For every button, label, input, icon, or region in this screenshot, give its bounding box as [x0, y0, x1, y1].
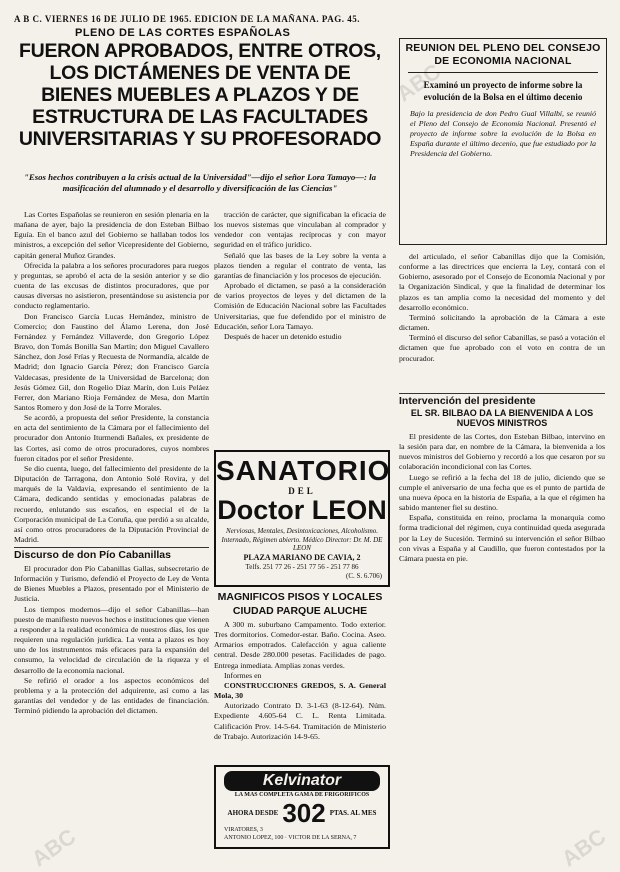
sanatorio-title: SANATORIO [216, 455, 391, 486]
headline-deck: "Esos hechos contribuyen a la crisis actual de la Universidad"—dijo el señor Lora Tamayo—: la masificación del alumnado y el desarrollo y diversificación de las Ciencias" [23, 172, 377, 193]
subhead-bienvenida: EL SR. BILBAO DA LA BIENVENIDA A LOS NUEVOS MINISTROS [410, 408, 594, 428]
subhead-president: Intervención del presidente [399, 393, 605, 408]
col2-paragraph: Aprobado el dictamen, se pasó a la consideración de varios proyectos de leyes y del dictamen de la Comisión de Educación Nacional sobre las Facultades Universitarias, que fue defendido por el ministro de Educación, señor Lora Tamayo. [214, 281, 386, 331]
kelvinator-tagline: LA MAS COMPLETA GAMA DE FRIGORIFICOS [234, 792, 370, 798]
pisos-contact-title: Informes en [224, 670, 262, 680]
column-2 [214, 210, 386, 445]
pisos-body: A 300 m. suburbano Campamento. Todo exterior. Tres dormitorios. Comedor-estar. Baño. Cocina. Aseo. Armarios empotrados. Calefacción y agua caliente central. Desde 280.000 pesetas. Facilidades de pago. Entrega inmediata. Amplias zonas verdes. [214, 620, 386, 670]
col1b-paragraph: Los tiempos modernos—dijo el señor Cabanillas—han puesto de manifiesto nuevos hechos e instituciones que vienen a responder a la realidad económica de nuestros días, los que requieren una regulación jurídica. La venta a plazos es hoy uno de los instrumentos más eficaces para la expansión del consumo, la velocidad de circulación de la riqueza y el desarrollo de la economía nacional. [14, 604, 209, 675]
kelvinator-address-2: ANTONIO LOPEZ, 100 · VICTOR DE LA SERNA, 7 [224, 835, 357, 841]
col2-paragraph: Señaló que las bases de la Ley sobre la venta a plazos tienden a regular el contrato de venta, las garantías de financiación y los procesos de ejecución. [214, 250, 386, 280]
col3b-paragraph: El presidente de las Cortes, don Esteban Bilbao, intervino en la sesión para dar, en nombre de la Cámara, la bienvenida a los nuevos ministros del Gobierno y recordó a los que cesaron por su colaboración incondicional con las Cortes. [399, 432, 605, 472]
col1-paragraph: Don Francisco García Lucas Hernández, ministro de Comercio; don Faustino del Álamo Lerena, don José Fernández y Fernández Villaverde, don Gregorio López Bravo, don Tomás Bonilla San Martín; don Miguel Cavallero Sánchez, don José Frías y Recuesta de Normandía, alcalde de Madrid; don Ignacio García Pérez; don Francisco García Valdecasas, presidente de la Universidad de Barcelona; don Jesús Gómez Gil, don Rogelio Díaz Marín, don Luis Peláez Ferrer, don Mariano Rioja Fernández de Mesa, don Martín Santos Romero y don José de la Torre Morales. [14, 311, 209, 412]
col3b-paragraph: España, constituida en reino, proclama la monarquía como forma tradicional del régimen, cuya continuidad queda asegurada por la Ley de Sucesión. Terminó su intervención el señor Bilbao con vivas a España y al Caudillo, que fueron contestados por la Cámara puesta en pie. [399, 513, 605, 563]
sanatorio-address: PLAZA MARIANO DE CAVIA, 2 [243, 552, 361, 562]
col2-paragraph: tracción de carácter, que significaban la eficacia de los nuevos sistemas que vinculaban al comprador y vendedor con ventajas recíprocas y con mayor seguridad en el tráfico jurídico. [214, 210, 386, 250]
box-title: REUNION DEL PLENO DEL CONSEJO DE ECONOMIA NACIONAL [405, 42, 601, 67]
kelvinator-unit: PTAS. AL MES [329, 809, 377, 817]
box-subtitle: Examinó un proyecto de informe sobre la evolución de la Bolsa en el último decenio [423, 80, 583, 102]
sanatorio-doctor: Doctor LEON [217, 495, 387, 525]
abc-watermark: ABC [391, 58, 446, 107]
pisos-contact: CONSTRUCCIONES GREDOS, S. A. General Mola, 30 [214, 680, 386, 701]
abc-watermark: ABC [26, 823, 81, 872]
sanatorio-services: Nerviosas, Mentales, Desintoxicaciones, Alcoholismo. Internado, Régimen abierto. Médico Director: Dr. M. DE LEON [221, 527, 383, 552]
kelvinator-price-row [216, 800, 388, 826]
column-3b [399, 432, 605, 857]
col1-paragraph: Ofrecida la palabra a los señores procuradores para ruegos y preguntas, se aprobó el acta de la sesión anterior y se dio cuenta de las excusas de distintos procuradores, que por causas diversas no asistieron, presentándose su asistencia por conducto reglamentario. [14, 260, 209, 311]
sanatorio-code: (C. S. 6.706) [346, 571, 382, 580]
col1b-paragraph: Se refirió el orador a los aspectos económicos del problema y a la protección del adquirente, así como a las garantías del vendedor y de las entidades de financiación. Terminó pidiendo la aprobación del dictamen. [14, 675, 209, 716]
kelvinator-address-1: VIRATORES, 3 [224, 827, 263, 833]
kelvinator-advert [214, 765, 390, 849]
pisos-advert-body [214, 620, 386, 760]
col3-paragraph: Terminó solicitando la aprobación de la Cámara a este dictamen. [399, 312, 605, 333]
kelvinator-price: 302 [282, 798, 326, 828]
column-1b [14, 564, 209, 854]
section-kicker: PLENO DE LAS CORTES ESPAÑOLAS [75, 27, 291, 39]
page-header: A B C. VIERNES 16 DE JULIO DE 1965. EDICION DE LA MAÑANA. PAG. 45. [14, 14, 360, 24]
col1b-paragraph: El procurador don Pío Cabanillas Gallas, subsecretario de Información y Turismo, defendió el Proyecto de Ley de Venta de Bienes Muebles a Plazos, presentado por el Ministerio de Justicia. [14, 564, 209, 604]
box-body: Bajo la presidencia de don Pedro Gual Villalbí, se reunió el Pleno del Consejo de Economía Nacional. Presentó el proyecto de informe sobre la evolución de la Bolsa en España durante el último decenio, que fue estudiado por la Presidencia del Gobierno. [410, 109, 596, 158]
col1-paragraph: Las Cortes Españolas se reunieron en sesión plenaria en la mañana de ayer, bajo la presidencia de don Esteban Bilbao Eguía. En el banco azul del Gobierno se hallaban todos los ministros, a excepción del señor Vicepresidente del Gobierno, capitán general Muñoz Grandes. [14, 210, 209, 260]
pisos-title: MAGNIFICOS PISOS Y LOCALES [217, 591, 383, 603]
col3-paragraph: Terminó el discurso del señor Cabanillas, se pasó a votación el dictamen que fue aprobado con el voto en contra de un procurador. [399, 333, 605, 363]
abc-watermark: ABC [556, 823, 611, 872]
pisos-advert-heading [214, 590, 386, 618]
pisos-permits: Autorizado Contrato D. 3-1-63 (8-12-64). Núm. Expediente 4.605-64 C. L. Renta Limitada. Calificación Prov. 14-5-64. Tramitación de Ministerio de Trabajo. Autorización 14-9-65. [214, 701, 386, 741]
col1-paragraph: Se dio cuenta, luego, del fallecimiento del presidente de la Diputación de Tarragona, don Antonio Solé Rovira, y del marqués de la Valdavia, expresando el sentimiento de la Cámara, dedicando sentidas y emocionadas palabras de recuerdo, enlutando sus escaños, en especial el de la Corporación municipal de La Coruña, que perdió a su alcalde, así como otros procuradores de la Diputación Provincial de Madrid. [14, 463, 209, 544]
col2-paragraph: Después de hacer un detenido estudio [224, 331, 342, 341]
subhead-cabanillas: Discurso de don Pío Cabanillas [14, 547, 209, 562]
sanatorio-advert [214, 450, 390, 587]
sanatorio-phones: Telfs. 251 77 26 - 251 77 56 - 251 77 86 [245, 562, 359, 571]
column-1 [14, 210, 209, 545]
kelvinator-logo: Kelvinator [224, 771, 380, 791]
column-3 [399, 252, 605, 392]
col3-paragraph: del articulado, el señor Cabanillas dijo que la Comisión, conforme a las directrices que encierra la Ley, contará con el Gobierno, asesorado por el Consejo de Economía Nacional y por la Organización Sindical, y que la finalidad de determinar los plazos es tan amplia como la necesidad del momento y del desarrollo económico. [399, 252, 605, 312]
col1-paragraph: Se acordó, a propuesta del señor Presidente, la constancia en acta del sentimiento de la Cámara por el fallecimiento del procurador don Antonio Iturmendi Bañales, ex presidente de las Cortes, así como de otros procuradores, cuyos nombres fueron citados por el señor Presidente. [14, 413, 209, 463]
pisos-subtitle: CIUDAD PARQUE ALUCHE [232, 605, 368, 617]
main-headline: FUERON APROBADOS, ENTRE OTROS, LOS DICTÁMENES DE VENTA DE BIENES MUEBLES A PLAZOS Y DE ESTRUCTURA DE LAS FACULTADES UNIVERSITARIAS Y SU PROFESORADO [18, 40, 382, 150]
kelvinator-now: AHORA DESDE [227, 809, 279, 817]
col3b-paragraph: Luego se refirió a la fecha del 18 de julio, diciendo que se cumple el aniversario de una fecha que es el punto de partida de una nueva época en la historia de España, a la que el régimen ha sabido mantener fiel su destino. [399, 472, 605, 513]
sanatorio-del: DEL [288, 486, 316, 496]
